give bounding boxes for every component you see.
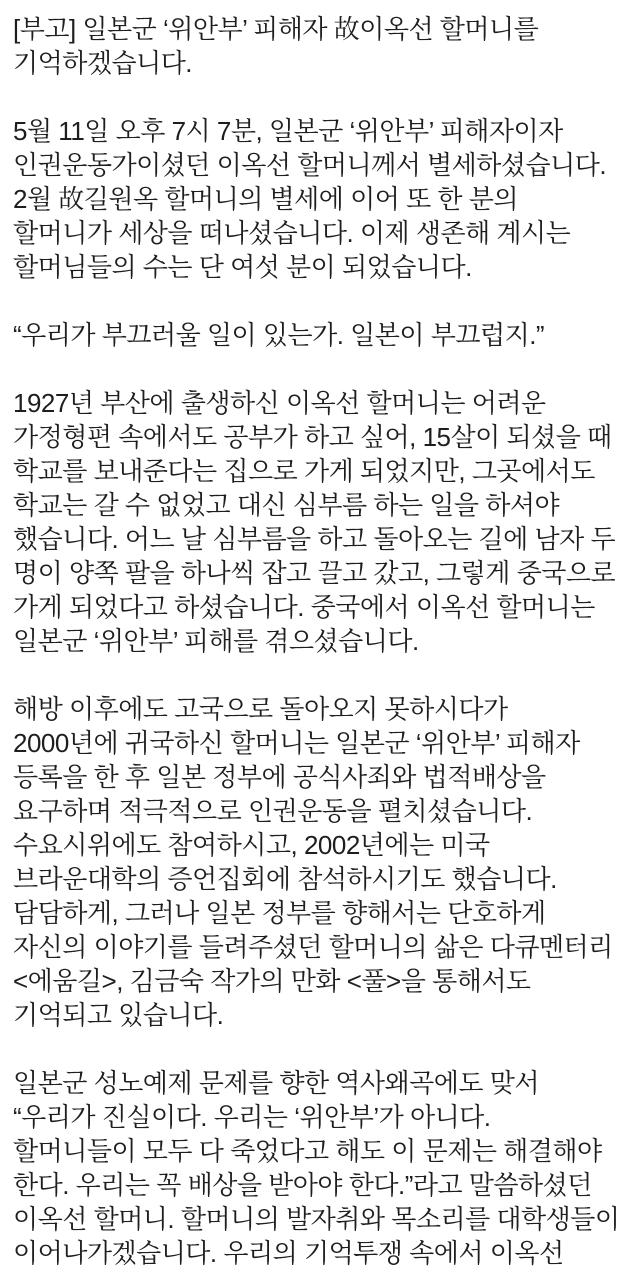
text-line: 담담하게, 그러나 일본 정부를 향해서는 단호하게 [13, 898, 546, 928]
text-line: 기억하겠습니다. [13, 48, 193, 78]
text-line: 학교를 보내준다는 집으로 가게 되었지만, 그곳에서도 [13, 456, 595, 486]
paragraph [13, 12, 626, 80]
text-line: 학교는 갈 수 없었고 대신 심부름 하는 일을 하셔야 [13, 490, 560, 520]
text-line: 할머니들이 모두 다 죽었다고 해도 이 문제는 해결해야 [13, 1136, 602, 1166]
paragraph [13, 1066, 626, 1270]
text-line: 이어나가겠습니다. 우리의 기억투쟁 속에서 이옥선 [13, 1238, 564, 1268]
text-line: 할머님들의 수는 단 여섯 분이 되었습니다. [13, 252, 472, 282]
text-line: 요구하며 적극적으로 인권운동을 펼치셨습니다. [13, 796, 533, 826]
paragraph [13, 114, 626, 284]
paragraph [13, 386, 626, 658]
text-line: 기억되고 있습니다. [13, 1000, 224, 1030]
paragraph [13, 692, 626, 1032]
text-line: 1927년 부산에 출생하신 이옥선 할머니는 어려운 [13, 388, 546, 418]
text-line: 일본군 ‘위안부’ 피해를 겪으셨습니다. [13, 626, 419, 656]
text-line: 가정형편 속에서도 공부가 하고 싶어, 15살이 되셨을 때 [13, 422, 612, 452]
text-line: 일본군 성노예제 문제를 향한 역사왜곡에도 맞서 [13, 1068, 539, 1098]
text-line: 가게 되었다고 하셨습니다. 중국에서 이옥선 할머니는 [13, 592, 595, 622]
text-line: “우리가 진실이다. 우리는 ‘위안부’가 아니다. [13, 1102, 491, 1132]
text-line: [부고] 일본군 ‘위안부’ 피해자 故이옥선 할머니를 [13, 14, 539, 44]
text-line: 5월 11일 오후 7시 7분, 일본군 ‘위안부’ 피해자이자 [13, 116, 563, 146]
text-line: 했습니다. 어느 날 심부름을 하고 돌아오는 길에 남자 두 [13, 524, 616, 554]
text-line: 등록을 한 후 일본 정부에 공식사죄와 법적배상을 [13, 762, 546, 792]
text-line: 한다. 우리는 꼭 배상을 받아야 한다.”라고 말씀하셨던 [13, 1170, 592, 1200]
text-line: 자신의 이야기를 들려주셨던 할머니의 삶은 다큐멘터리 [13, 932, 613, 962]
text-line: 인권운동가이셨던 이옥선 할머니께서 별세하셨습니다. [13, 150, 607, 180]
text-line: 해방 이후에도 고국으로 돌아오지 못하시다가 [13, 694, 508, 724]
text-line: 수요시위에도 참여하시고, 2002년에는 미국 [13, 830, 490, 860]
text-line: 할머니가 세상을 떠나셨습니다. 이제 생존해 계시는 [13, 218, 571, 248]
text-line: 이옥선 할머니. 할머니의 발자취와 목소리를 대학생들이 [13, 1204, 620, 1234]
text-line: <에움길>, 김금숙 작가의 만화 <풀>을 통해서도 [13, 966, 531, 996]
text-line: 명이 양쪽 팔을 하나씩 잡고 끌고 갔고, 그렇게 중국으로 [13, 558, 616, 588]
paragraph [13, 318, 626, 352]
text-line: 2000년에 귀국하신 할머니는 일본군 ‘위안부’ 피해자 [13, 728, 580, 758]
text-line: 2월 故길원옥 할머니의 별세에 이어 또 한 분의 [13, 184, 518, 214]
text-line: 브라운대학의 증언집회에 참석하시기도 했습니다. [13, 864, 557, 894]
text-line: “우리가 부끄러울 일이 있는가. 일본이 부끄럽지.” [13, 320, 545, 350]
